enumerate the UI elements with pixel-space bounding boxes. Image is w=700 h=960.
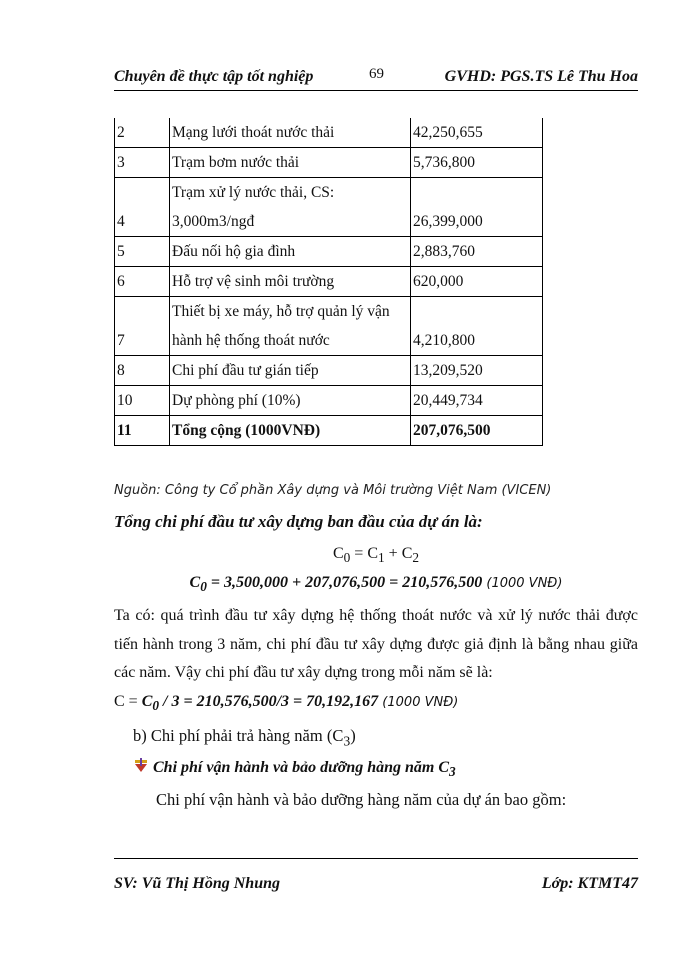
formula-c0 bbox=[114, 545, 638, 566]
page-number: 69 bbox=[369, 66, 384, 82]
formula-text: C bbox=[332, 545, 344, 562]
row-description bbox=[170, 297, 411, 356]
row-number: 7 bbox=[115, 297, 170, 356]
row-value: 2,883,760 bbox=[411, 237, 543, 267]
row-value: 26,399,000 bbox=[411, 178, 543, 237]
row-description: Chi phí đầu tư gián tiếp bbox=[170, 356, 411, 386]
row-number: 10 bbox=[115, 386, 170, 416]
subsection-subscript: 3 bbox=[343, 733, 351, 749]
header-advisor: GVHD: PGS.TS Lê Thu Hoa bbox=[444, 68, 638, 85]
subsection-b bbox=[133, 726, 356, 749]
formula-unit: (1000 VNĐ) bbox=[482, 576, 563, 591]
formula-text: = 3,500,000 + 207,076,500 = 210,576,500 bbox=[206, 574, 483, 591]
bullet-subscript: 3 bbox=[449, 764, 456, 780]
page-header bbox=[114, 64, 638, 91]
row-description: Đấu nối hộ gia đình bbox=[170, 237, 411, 267]
formula-subscript: 0 bbox=[343, 550, 351, 566]
formula-text: = C bbox=[350, 545, 378, 562]
table-row bbox=[115, 237, 543, 267]
row-description: Mạng lưới thoát nước thải bbox=[170, 118, 411, 148]
row-description-line: Thiết bị xe máy, hỗ trợ quản lý vận bbox=[172, 303, 390, 320]
page-footer bbox=[114, 858, 638, 892]
formula-text: C = bbox=[114, 693, 142, 710]
table-total-row bbox=[115, 416, 543, 446]
subsection-text: ) bbox=[350, 726, 356, 745]
row-number: 8 bbox=[115, 356, 170, 386]
header-title: Chuyên đề thực tập tốt nghiệp bbox=[114, 68, 314, 85]
table-row bbox=[115, 118, 543, 148]
row-value: 20,449,734 bbox=[411, 386, 543, 416]
formula-text: + C bbox=[384, 545, 413, 562]
formula-subscript: 0 bbox=[152, 698, 160, 714]
table-row bbox=[115, 386, 543, 416]
table-row bbox=[115, 148, 543, 178]
formula-text: C bbox=[141, 693, 153, 710]
row-description bbox=[170, 178, 411, 237]
row-number: 4 bbox=[115, 178, 170, 237]
row-value: 13,209,520 bbox=[411, 356, 543, 386]
row-number: 6 bbox=[115, 267, 170, 297]
table-row bbox=[115, 267, 543, 297]
body-line: Chi phí vận hành và bảo dưỡng hàng năm của dự án bao gồm: bbox=[156, 790, 567, 809]
row-description: Hỗ trợ vệ sinh môi trường bbox=[170, 267, 411, 297]
row-description: Tổng cộng (1000VNĐ) bbox=[170, 416, 411, 446]
row-value: 620,000 bbox=[411, 267, 543, 297]
subsection-text: b) Chi phí phải trả hàng năm (C bbox=[133, 726, 344, 745]
row-value: 207,076,500 bbox=[411, 416, 543, 446]
row-value: 5,736,800 bbox=[411, 148, 543, 178]
bullet-item bbox=[133, 758, 456, 780]
footer-student: SV: Vũ Thị Hồng Nhung bbox=[114, 875, 280, 892]
formula-subscript: 0 bbox=[200, 579, 207, 595]
source-note: Nguồn: Công ty Cổ phần Xây dựng và Môi trường Việt Nam (VICEN) bbox=[114, 483, 552, 498]
formula-text: C bbox=[189, 574, 201, 591]
formula-unit: (1000 VNĐ) bbox=[378, 695, 459, 710]
footer-class: Lớp: KTMT47 bbox=[541, 875, 638, 892]
row-description-line: hành hệ thống thoát nước bbox=[172, 332, 330, 349]
formula-c bbox=[114, 693, 458, 714]
section-heading: Tổng chi phí đầu tư xây dựng ban đầu của dự án là: bbox=[114, 512, 483, 531]
cost-table bbox=[114, 118, 543, 446]
body-paragraph: Ta có: quá trình đầu tư xây dựng hệ thống thoát nước và xử lý nước thải được tiến hành trong 3 năm, chi phí đầu tư xây dựng được giả định là bằng nhau giữa các năm. Vậy chi phí đầu tư xây dựng trong mỗi năm sẽ là: bbox=[114, 607, 638, 681]
formula-c0-value bbox=[114, 574, 638, 595]
table-row bbox=[115, 356, 543, 386]
row-number: 11 bbox=[115, 416, 170, 446]
row-description-line: 3,000m3/ngđ bbox=[172, 213, 255, 230]
row-description: Dự phòng phí (10%) bbox=[170, 386, 411, 416]
row-description-line: Trạm xử lý nước thải, CS: bbox=[172, 184, 335, 201]
formula-subscript: 1 bbox=[378, 550, 385, 566]
bullet-arrow-icon bbox=[133, 758, 149, 774]
row-number: 3 bbox=[115, 148, 170, 178]
bullet-text: Chi phí vận hành và bảo dưỡng hàng năm C bbox=[153, 759, 450, 776]
formula-subscript: 2 bbox=[412, 550, 420, 566]
table-row bbox=[115, 178, 543, 237]
row-number: 2 bbox=[115, 118, 170, 148]
row-value: 42,250,655 bbox=[411, 118, 543, 148]
formula-text: / 3 = 210,576,500/3 = 70,192,167 bbox=[159, 693, 379, 710]
row-value: 4,210,800 bbox=[411, 297, 543, 356]
row-description: Trạm bơm nước thải bbox=[170, 148, 411, 178]
row-number: 5 bbox=[115, 237, 170, 267]
table-row bbox=[115, 297, 543, 356]
